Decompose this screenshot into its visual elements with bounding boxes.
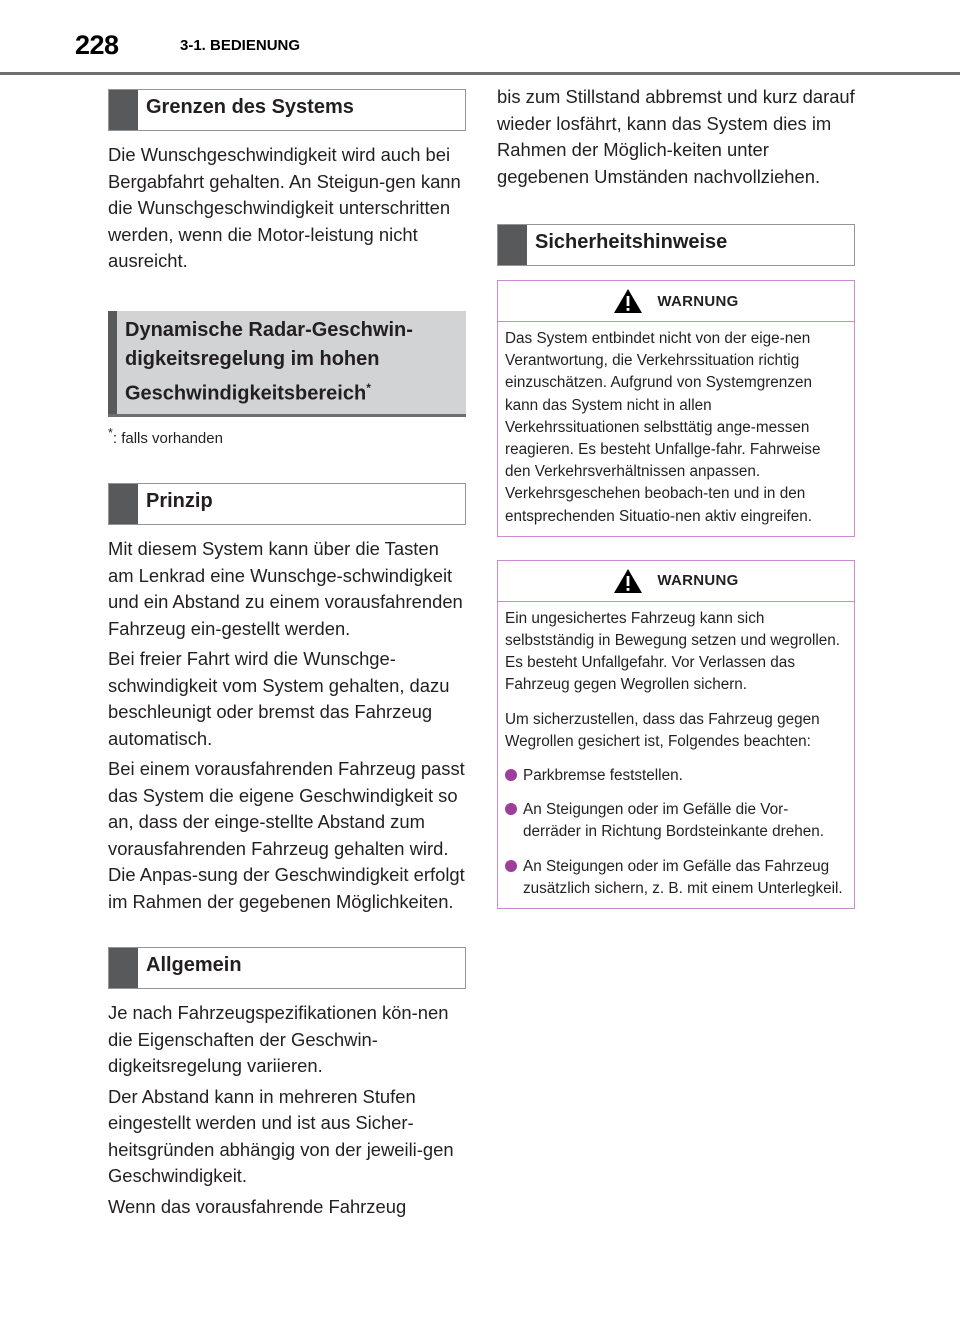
- heading-bar: [109, 90, 138, 130]
- warning-label: WARNUNG: [657, 572, 739, 590]
- bullet-item: [505, 856, 846, 900]
- bullet-text: An Steigungen oder im Gefälle das Fahrzeug zusätzlich sichern, z. B. mit einem Unterlegkeil.: [523, 857, 843, 897]
- heading-general: [108, 947, 466, 989]
- right-column: [497, 84, 855, 909]
- warning-header: [498, 281, 854, 322]
- warning-triangle-icon: [613, 288, 643, 314]
- heading-radar-line1: Dynamische Radar-Geschwin-: [125, 318, 413, 341]
- warning-label: WARNUNG: [657, 292, 739, 310]
- bullet-item: [505, 765, 846, 787]
- purple-dot-icon: [505, 803, 517, 815]
- bullet-text: An Steigungen oder im Gefälle die Vor-derräder in Richtung Bordsteinkante drehen.: [523, 801, 825, 841]
- footnote: [108, 423, 466, 449]
- section-title: 3-1. BEDIENUNG: [180, 37, 301, 54]
- warning-text-1: Ein ungesichertes Fahrzeug kann sich selbstständig in Bewegung setzen und wegrollen. Es besteht Unfallgefahr. Vor Verlassen das Fahrzeug gegen Wegrollen sichern.: [505, 609, 841, 694]
- heading-principle: [108, 483, 466, 525]
- general-paragraph-2: Der Abstand kann in mehreren Stufen eingestellt werden und ist aus Sicher-heitsgründen abhängig von der jeweili-gen Geschwindigkeit.: [108, 1085, 454, 1187]
- footnote-mark: *: [108, 426, 113, 441]
- warning-body: [498, 322, 854, 536]
- heading-radar-line2: digkeitsregelung im hohen: [125, 347, 380, 370]
- general-paragraph-1: Je nach Fahrzeugspezifikationen kön-nen die Eigenschaften der Geschwin-digkeitsregelung variieren.: [108, 1002, 449, 1077]
- heading-radar-line3: Geschwindigkeitsbereich: [125, 382, 367, 405]
- bullet-text: Parkbremse feststellen.: [523, 767, 683, 785]
- heading-safety-text: Sicherheitshinweise: [535, 231, 728, 253]
- heading-bar: [109, 948, 138, 988]
- left-column: [108, 89, 466, 1220]
- bullet-item: [505, 799, 846, 843]
- heading-bar: [108, 311, 117, 415]
- warning-header: [498, 561, 854, 602]
- continuation-paragraph: bis zum Stillstand abbremst und kurz darauf wieder losfährt, kann das System dies im Rahmen der Möglich-keiten unter gegebenen Umständen nachvollziehen.: [497, 86, 855, 187]
- heading-bar: [498, 225, 527, 265]
- heading-general-text: Allgemein: [146, 954, 242, 977]
- heading-bar: [109, 484, 138, 524]
- warning-text: Das System entbindet nicht von der eige-nen Verantwortung, die Verkehrssituation richtig einzuschätzen. Aufgrund von Systemgrenzen kann das System nicht in allen Verkehrssituationen selbsttätig ange-messen reagieren. Es besteht Unfallge-fahr. Fahrweise den Verkehrsverhältnissen anpassen. Verkehrsgeschehen beobach-ten und in den entsprechenden Situatio-nen aktiv eingreifen.: [505, 330, 821, 525]
- principle-paragraph-1: Mit diesem System kann über die Tasten am Lenkrad eine Wunschge-schwindigkeit und ein Abstand zu einem vorausfahrenden Fahrzeug ein-gestellt werden.: [108, 538, 463, 639]
- warning-body: [498, 602, 854, 908]
- warning-box-1: [497, 280, 855, 537]
- heading-radar-text: [117, 311, 423, 415]
- footnote-marker: *: [366, 380, 371, 395]
- heading-radar: [108, 311, 466, 418]
- footnote-text: : falls vorhanden: [112, 430, 223, 448]
- general-paragraph-3: Wenn das vorausfahrende Fahrzeug: [108, 1195, 407, 1217]
- header-rule: [0, 72, 960, 75]
- principle-paragraph-2: Bei freier Fahrt wird die Wunschge-schwindigkeit vom System gehalten, dazu beschleunigt oder bremst das Fahrzeug automatisch.: [108, 648, 450, 749]
- purple-dot-icon: [505, 769, 517, 781]
- warning-box-2: [497, 560, 855, 909]
- limits-paragraph: Die Wunschgeschwindigkeit wird auch bei Bergabfahrt gehalten. An Steigun-gen kann die Wunschgeschwindigkeit unterschritten werden, wenn die Motor-leistung nicht ausreicht.: [108, 144, 461, 271]
- heading-limits: [108, 89, 466, 131]
- purple-dot-icon: [505, 860, 517, 872]
- heading-limits-text: Grenzen des Systems: [146, 96, 354, 118]
- heading-principle-text: Prinzip: [146, 490, 213, 513]
- heading-safety: [497, 224, 855, 266]
- warning-triangle-icon: [613, 568, 643, 594]
- page-number: 228: [75, 30, 119, 60]
- principle-paragraph-3: Bei einem vorausfahrenden Fahrzeug passt das System die eigene Geschwindigkeit so an, dass der einge-stellte Abstand zum vorausfahrenden Fahrzeug gehalten wird. Die Anpas-sung der Geschwindigkeit erfolgt im Rahmen der gegebenen Möglichkeiten.: [108, 758, 465, 912]
- warning-text-2: Um sicherzustellen, dass das Fahrzeug gegen Wegrollen gesichert ist, Folgendes beachten:: [505, 710, 820, 750]
